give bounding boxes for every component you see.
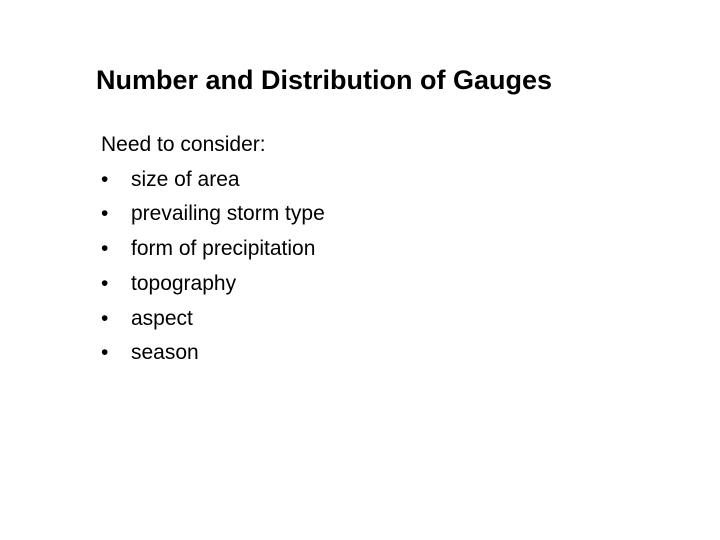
intro-text: Need to consider: [101, 133, 266, 156]
bullet-item-size-of-area [101, 163, 325, 198]
bullet-label: prevailing storm type [131, 202, 325, 226]
slide-body [101, 128, 325, 371]
bullet-icon: • [101, 202, 109, 226]
bullet-item-season [101, 336, 325, 371]
bullet-icon: • [101, 271, 109, 295]
bullet-item-prevailing-storm-type [101, 197, 325, 232]
bullet-icon: • [101, 306, 109, 330]
bullet-label: season [131, 341, 199, 365]
bullet-icon: • [101, 237, 109, 261]
slide-title: Number and Distribution of Gauges [96, 65, 553, 95]
bullet-icon: • [101, 167, 109, 191]
bullet-list [101, 163, 325, 371]
bullet-label: aspect [131, 306, 193, 330]
bullet-item-form-of-precipitation [101, 232, 325, 267]
bullet-item-aspect [101, 302, 325, 337]
bullet-label: form of precipitation [131, 237, 316, 261]
bullet-label: size of area [131, 167, 240, 191]
bullet-icon: • [101, 341, 109, 365]
bullet-label: topography [131, 271, 237, 295]
bullet-item-topography [101, 267, 325, 302]
